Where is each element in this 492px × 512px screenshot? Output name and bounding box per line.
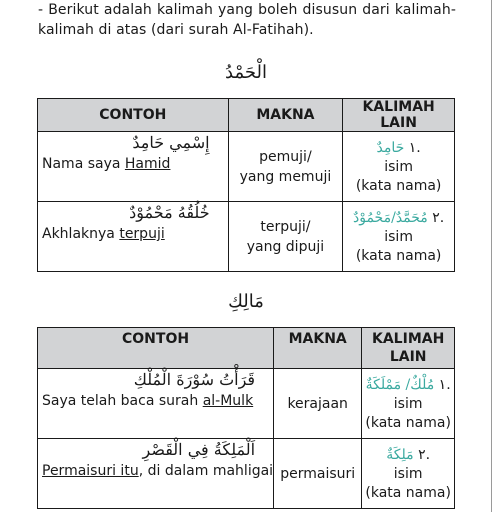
intro-text: - Berikut adalah kalimah yang boleh disusun dari kalimah-kalimah di atas (dari surah Al-Fatihah).: [38, 2, 456, 38]
section1-table: [37, 98, 455, 272]
example-latin: Akhlaknya terpuji: [42, 226, 165, 242]
example-latin: Nama saya Hamid: [42, 156, 171, 172]
kalimah-lain-arabic: .٢ مُحَمَّدٌ/مَحْمُوْدٌ: [353, 209, 445, 226]
kalimah-lain-cell: .٢ مُحَمَّدٌ/مَحْمُوْدٌ isim (kata nama): [343, 202, 455, 272]
table-row: [38, 439, 455, 509]
section2-table: [37, 327, 455, 509]
header-makna: MAKNA: [228, 99, 343, 132]
example-underlined: al-Mulk: [202, 393, 254, 409]
header-contoh: CONTOH: [38, 328, 274, 369]
example-underlined: Permaisuri itu: [42, 463, 139, 479]
example-latin: Saya telah baca surah al-Mulk: [42, 393, 254, 409]
header-contoh: CONTOH: [38, 99, 229, 132]
makna-cell: pemuji/ yang memuji: [228, 132, 343, 202]
table-row: [38, 202, 455, 272]
example-cell: [38, 202, 229, 272]
kalimah-lain-cell: .٢ مَلِكَةٌ isim (kata nama): [362, 439, 455, 509]
kalimah-lain-arabic: .٢ مَلِكَةٌ: [386, 446, 431, 463]
section1-heading: الْحَمْدُ: [225, 62, 267, 83]
example-arabic: قَرَأْتُ سُوْرَةَ الْمُلْكِ: [133, 370, 256, 389]
makna-cell: kerajaan: [274, 369, 362, 439]
table-header-row: [38, 99, 455, 132]
makna-cell: permaisuri: [274, 439, 362, 509]
example-cell: [38, 369, 274, 439]
makna-cell: terpuji/ yang dipuji: [228, 202, 343, 272]
header-makna: MAKNA: [274, 328, 362, 369]
example-arabic: اَلْمَلِكَةُ فِي الْقَصْرِ: [142, 440, 256, 459]
example-cell: [38, 132, 229, 202]
section2-heading: مَالِكِ: [228, 291, 264, 312]
kalimah-lain-arabic: .١ حَامِدٌ: [376, 139, 421, 156]
kalimah-lain-cell: .١ مُلْكٌ/ مَمْلَكَةٌ isim (kata nama): [362, 369, 455, 439]
header-kalimah-lain: KALIMAH LAIN: [343, 99, 455, 132]
example-latin: Permaisuri itu, di dalam mahligai: [42, 463, 274, 479]
example-arabic: إِسْمِي حَامِدٌ: [132, 133, 210, 152]
kalimah-lain-arabic: .١ مُلْكٌ/ مَمْلَكَةٌ: [365, 376, 451, 393]
example-arabic: خُلُقُهُ مَحْمُوْدٌ: [129, 203, 210, 222]
example-cell: [38, 439, 274, 509]
table-row: [38, 132, 455, 202]
header-kalimah-lain: KALIMAH LAIN: [362, 328, 455, 369]
kalimah-lain-cell: .١ حَامِدٌ isim (kata nama): [343, 132, 455, 202]
example-underlined: terpuji: [119, 226, 165, 242]
table-row: [38, 369, 455, 439]
table-header-row: [38, 328, 455, 369]
example-underlined: Hamid: [124, 156, 171, 172]
